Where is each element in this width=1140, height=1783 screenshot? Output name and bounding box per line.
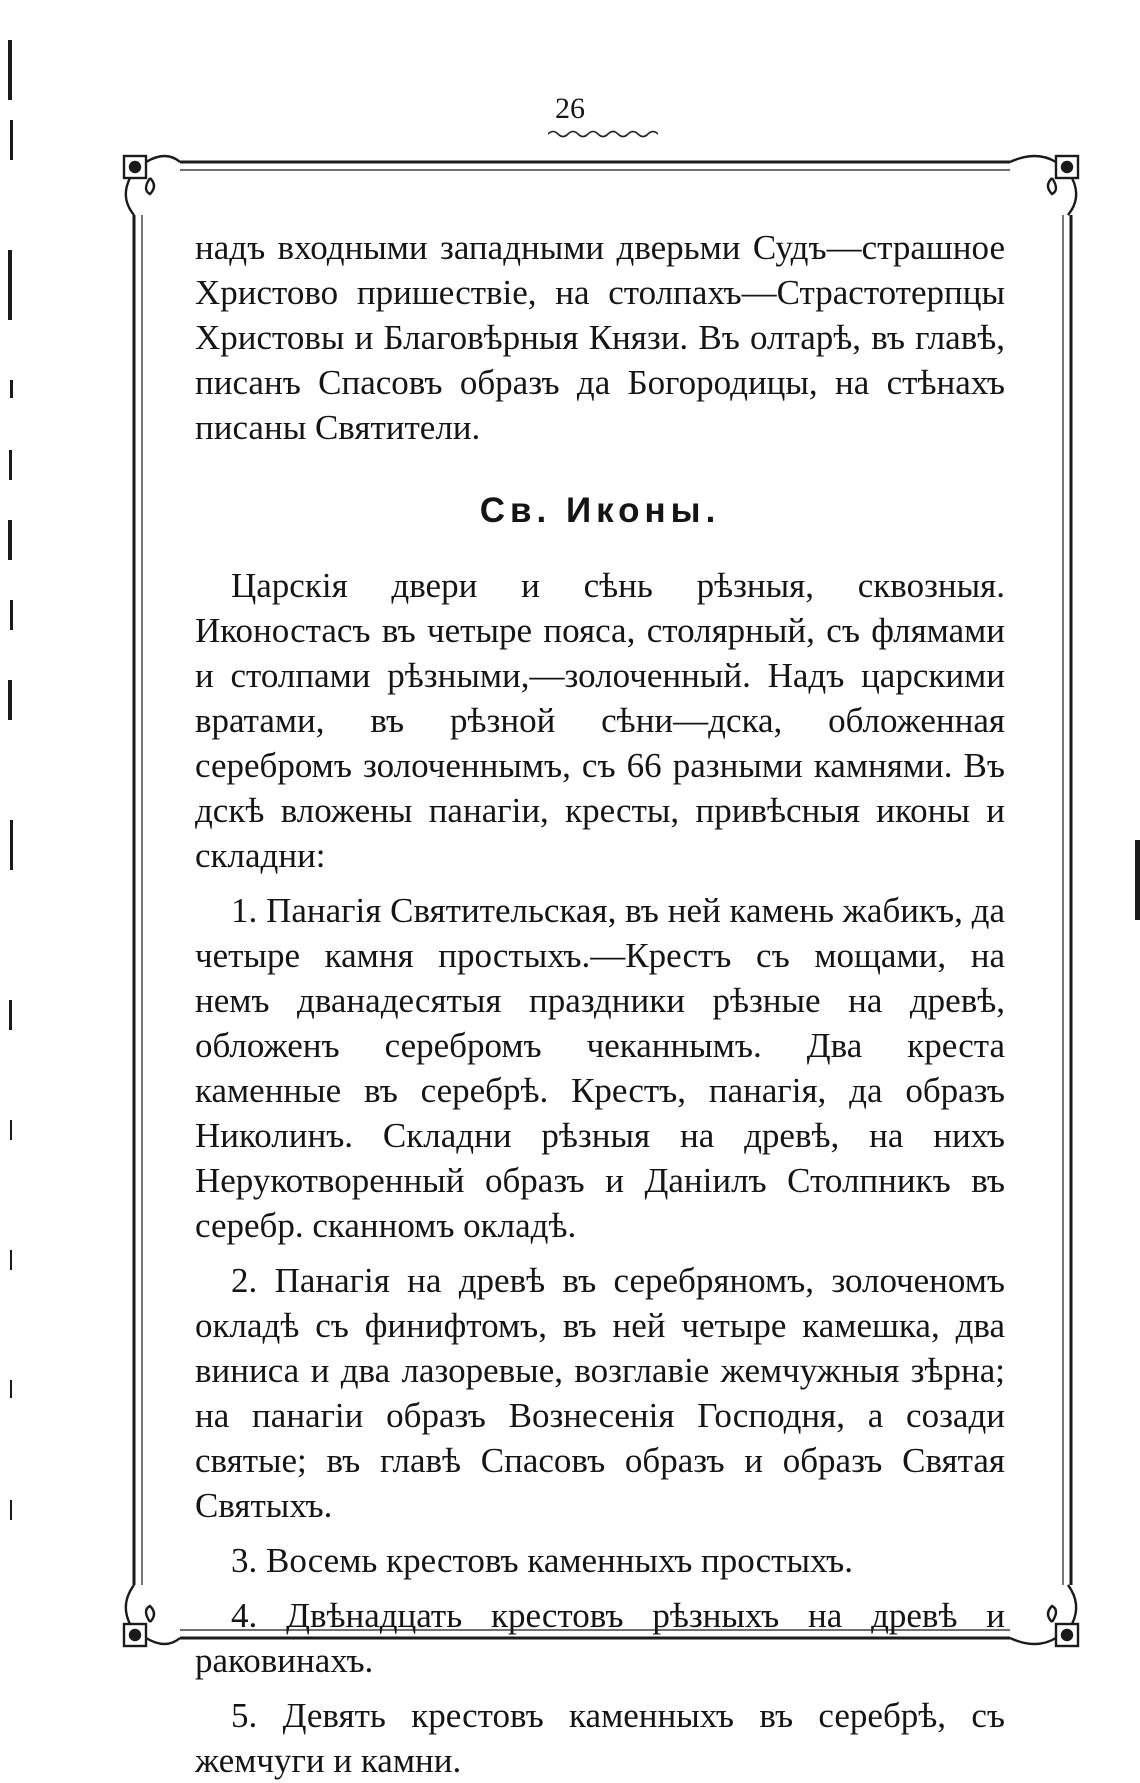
list-item: 3. Восемь крестовъ каменныхъ простыхъ. [231,1541,854,1580]
page-number: 26 [555,92,585,125]
section-paragraph: Царскiя двери и сѣнь рѣзныя, сквозныя. Иконостасъ въ четыре пояса, столярный, съ флямами и столпами рѣзными,—золоченный. Надъ царскими вратами, въ рѣзной сѣни—дска, обложенная серебромъ золоченнымъ, съ 66 разными камнями. Въ дскѣ вложены панагiи, кресты, привѣсныя иконы и складни: [195,566,1005,875]
corner-ornament-top-right [1010,156,1078,215]
list-item: 4. Двѣнадцать крестовъ рѣзныхъ на древѣ и раковинахъ. [195,1596,1005,1680]
text-column [195,225,1005,1783]
intro-paragraph: надъ входными западными дверьми Судъ—страшное Христово пришествiе, на столпахъ—Страстотерпцы Христовы и Благовѣрныя Князи. Въ олтарѣ, въ главѣ, писанъ Спасовъ образъ да Богородицы, на стѣнахъ писаны Святители. [195,228,1005,447]
list-item: 2. Панагiя на древѣ въ серебряномъ, золоченомъ окладѣ съ финифтомъ, въ ней четыре камешка, два виниса и два лазоревые, возглавiе жемчужныя зѣрна; на панагiи образъ Вознесенiя Господня, а созади святые; въ главѣ Спасовъ образъ и образъ Святая Святыхъ. [195,1261,1005,1525]
list-item: 1. Панагiя Святительская, въ ней камень жабикъ, да четыре камня простыхъ.—Крестъ съ мощами, на немъ дванадесятыя праздники рѣзные на древѣ, обложенъ серебромъ чеканнымъ. Два креста каменные въ серебрѣ. Крестъ, панагiя, да образъ Николинъ. Складни рѣзныя на древѣ, на нихъ Нерукотворенный образъ и Даніилъ Столпникъ въ серебр. сканномъ окладѣ. [195,891,1005,1245]
corner-ornament-bottom-left [124,1585,180,1646]
list-item: 5. Девять крестовъ каменныхъ въ серебрѣ, съ жемчуги и камни. [195,1696,1005,1780]
corner-ornament-bottom-right [1010,1585,1078,1646]
section-heading: Св. Иконы. [479,491,721,530]
corner-ornament-top-left [124,156,180,215]
